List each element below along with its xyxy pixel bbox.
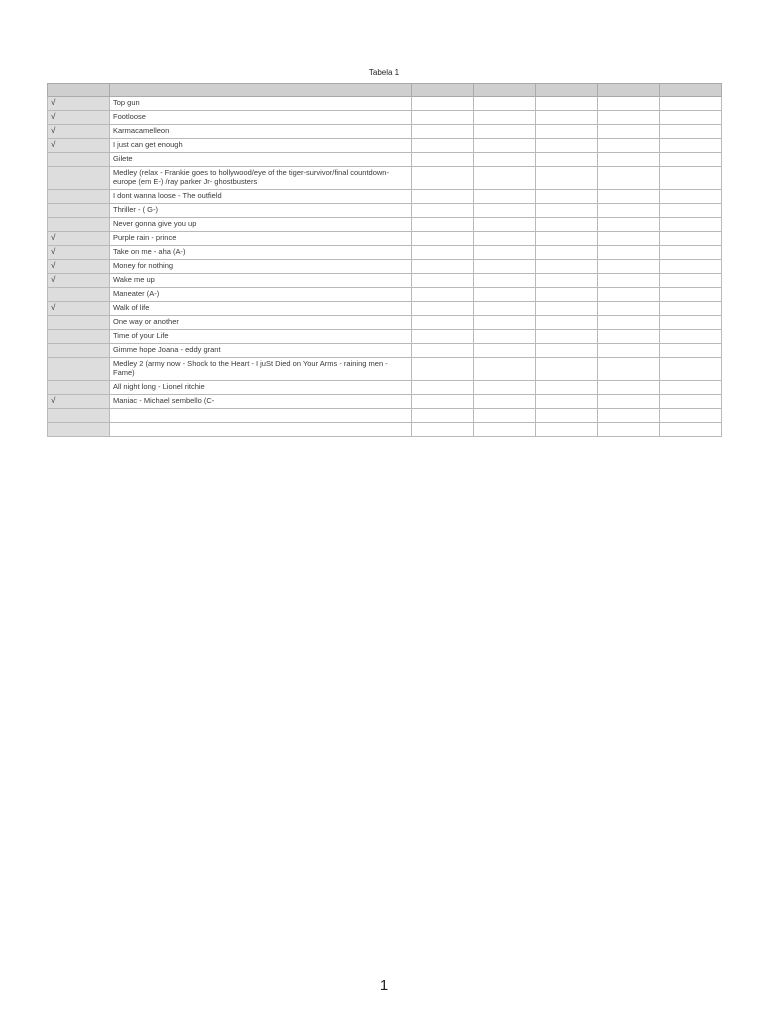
empty-cell[interactable]	[598, 344, 660, 358]
empty-cell[interactable]	[474, 409, 536, 423]
song-cell[interactable]: Medley 2 (army now - Shock to the Heart - I juSt Died on Your Arms - raining men - Fame)	[110, 358, 412, 381]
empty-cell[interactable]	[474, 302, 536, 316]
empty-cell[interactable]	[598, 358, 660, 381]
empty-cell[interactable]	[660, 97, 722, 111]
empty-cell[interactable]	[412, 274, 474, 288]
empty-cell[interactable]	[412, 302, 474, 316]
empty-cell[interactable]	[598, 204, 660, 218]
empty-cell[interactable]	[660, 246, 722, 260]
empty-cell[interactable]	[598, 190, 660, 204]
empty-cell[interactable]	[536, 111, 598, 125]
empty-cell[interactable]	[536, 97, 598, 111]
empty-cell[interactable]	[660, 204, 722, 218]
empty-cell[interactable]	[660, 358, 722, 381]
empty-cell[interactable]	[536, 381, 598, 395]
empty-cell[interactable]	[474, 167, 536, 190]
empty-cell[interactable]	[536, 218, 598, 232]
empty-cell[interactable]	[598, 97, 660, 111]
empty-cell[interactable]	[536, 288, 598, 302]
table-row	[48, 125, 722, 139]
checkmark-cell[interactable]	[48, 330, 110, 344]
empty-cell[interactable]	[474, 153, 536, 167]
empty-cell[interactable]	[660, 344, 722, 358]
empty-cell[interactable]	[412, 232, 474, 246]
empty-cell[interactable]	[474, 381, 536, 395]
song-cell[interactable]: Maneater (A-)	[110, 288, 412, 302]
song-cell[interactable]	[110, 423, 412, 437]
empty-cell[interactable]	[474, 246, 536, 260]
song-cell[interactable]: Take on me - aha (A-)	[110, 246, 412, 260]
empty-cell[interactable]	[660, 167, 722, 190]
empty-cell[interactable]	[598, 167, 660, 190]
empty-cell[interactable]	[598, 288, 660, 302]
song-cell[interactable]: Wake me up	[110, 274, 412, 288]
empty-cell[interactable]	[660, 190, 722, 204]
song-cell[interactable]: Walk of life	[110, 302, 412, 316]
table-row	[48, 423, 722, 437]
empty-cell[interactable]	[536, 167, 598, 190]
header-cell-extra-5[interactable]	[660, 84, 722, 97]
empty-cell[interactable]	[598, 232, 660, 246]
song-cell[interactable]: Footloose	[110, 111, 412, 125]
empty-cell[interactable]	[412, 139, 474, 153]
table-row	[48, 111, 722, 125]
empty-cell[interactable]	[474, 218, 536, 232]
empty-cell[interactable]	[536, 316, 598, 330]
empty-cell[interactable]	[412, 153, 474, 167]
empty-cell[interactable]	[412, 167, 474, 190]
empty-cell[interactable]	[660, 274, 722, 288]
checkmark-cell[interactable]: √	[48, 232, 110, 246]
empty-cell[interactable]	[412, 125, 474, 139]
empty-cell[interactable]	[412, 111, 474, 125]
empty-cell[interactable]	[598, 316, 660, 330]
empty-cell[interactable]	[536, 125, 598, 139]
song-cell[interactable]	[110, 409, 412, 423]
empty-cell[interactable]	[412, 423, 474, 437]
empty-cell[interactable]	[412, 288, 474, 302]
empty-cell[interactable]	[660, 153, 722, 167]
empty-cell[interactable]	[536, 190, 598, 204]
empty-cell[interactable]	[660, 409, 722, 423]
empty-cell[interactable]	[598, 153, 660, 167]
empty-cell[interactable]	[412, 97, 474, 111]
empty-cell[interactable]	[536, 139, 598, 153]
song-cell[interactable]: Money for nothing	[110, 260, 412, 274]
empty-cell[interactable]	[536, 274, 598, 288]
checkmark-cell[interactable]: √	[48, 111, 110, 125]
checkmark-cell[interactable]	[48, 316, 110, 330]
checkmark-cell[interactable]	[48, 409, 110, 423]
empty-cell[interactable]	[412, 409, 474, 423]
song-cell[interactable]: Gimme hope Joana - eddy grant	[110, 344, 412, 358]
song-cell[interactable]: Top gun	[110, 97, 412, 111]
header-cell-check[interactable]	[48, 84, 110, 97]
song-table	[47, 83, 722, 437]
song-cell[interactable]: Maniac - Michael sembello (C-	[110, 395, 412, 409]
empty-cell[interactable]	[660, 111, 722, 125]
empty-cell[interactable]	[412, 381, 474, 395]
empty-cell[interactable]	[474, 423, 536, 437]
checkmark-cell[interactable]: √	[48, 274, 110, 288]
song-cell[interactable]: Karmacamelleon	[110, 125, 412, 139]
empty-cell[interactable]	[474, 260, 536, 274]
empty-cell[interactable]	[536, 260, 598, 274]
empty-cell[interactable]	[412, 190, 474, 204]
empty-cell[interactable]	[536, 423, 598, 437]
table-row	[48, 330, 722, 344]
table-row	[48, 218, 722, 232]
table-row	[48, 204, 722, 218]
empty-cell[interactable]	[536, 409, 598, 423]
empty-cell[interactable]	[474, 330, 536, 344]
empty-cell[interactable]	[474, 204, 536, 218]
empty-cell[interactable]	[660, 260, 722, 274]
song-cell[interactable]: Time of your Life	[110, 330, 412, 344]
empty-cell[interactable]	[660, 125, 722, 139]
empty-cell[interactable]	[660, 218, 722, 232]
header-cell-extra-4[interactable]	[598, 84, 660, 97]
empty-cell[interactable]	[660, 139, 722, 153]
empty-cell[interactable]	[660, 288, 722, 302]
empty-cell[interactable]	[598, 260, 660, 274]
empty-cell[interactable]	[660, 395, 722, 409]
empty-cell[interactable]	[474, 232, 536, 246]
checkmark-cell[interactable]	[48, 358, 110, 381]
checkmark-cell[interactable]: √	[48, 395, 110, 409]
checkmark-cell[interactable]	[48, 344, 110, 358]
song-cell[interactable]: Medley (relax - Frankie goes to hollywood/eye of the tiger-survivor/final countdown-europe (em E-) /ray parker Jr- ghostbusters	[110, 167, 412, 190]
empty-cell[interactable]	[474, 125, 536, 139]
empty-cell[interactable]	[598, 330, 660, 344]
empty-cell[interactable]	[536, 232, 598, 246]
page-number: 1	[379, 977, 389, 994]
checkmark-cell[interactable]	[48, 288, 110, 302]
empty-cell[interactable]	[536, 330, 598, 344]
empty-cell[interactable]	[660, 316, 722, 330]
checkmark-cell[interactable]	[48, 153, 110, 167]
empty-cell[interactable]	[660, 381, 722, 395]
empty-cell[interactable]	[598, 302, 660, 316]
empty-cell[interactable]	[412, 344, 474, 358]
empty-cell[interactable]	[598, 409, 660, 423]
table-row	[48, 246, 722, 260]
song-cell[interactable]: Purple rain - prince	[110, 232, 412, 246]
empty-cell[interactable]	[536, 153, 598, 167]
empty-cell[interactable]	[474, 190, 536, 204]
song-cell[interactable]: All night long - Lionel ritchie	[110, 381, 412, 395]
table-row	[48, 344, 722, 358]
header-cell-extra-1[interactable]	[412, 84, 474, 97]
empty-cell[interactable]	[412, 395, 474, 409]
empty-cell[interactable]	[412, 218, 474, 232]
empty-cell[interactable]	[412, 246, 474, 260]
checkmark-cell[interactable]: √	[48, 125, 110, 139]
empty-cell[interactable]	[474, 358, 536, 381]
table-header-row	[48, 84, 722, 97]
empty-cell[interactable]	[598, 139, 660, 153]
empty-cell[interactable]	[598, 274, 660, 288]
table-row	[48, 260, 722, 274]
empty-cell[interactable]	[598, 218, 660, 232]
table-row	[48, 153, 722, 167]
empty-cell[interactable]	[474, 97, 536, 111]
header-cell-extra-3[interactable]	[536, 84, 598, 97]
checkmark-cell[interactable]	[48, 167, 110, 190]
table-row	[48, 190, 722, 204]
table-row	[48, 409, 722, 423]
empty-cell[interactable]	[474, 288, 536, 302]
empty-cell[interactable]	[598, 395, 660, 409]
empty-cell[interactable]	[598, 423, 660, 437]
checkmark-cell[interactable]: √	[48, 139, 110, 153]
empty-cell[interactable]	[474, 111, 536, 125]
empty-cell[interactable]	[598, 246, 660, 260]
checkmark-cell[interactable]	[48, 190, 110, 204]
empty-cell[interactable]	[474, 139, 536, 153]
table-row	[48, 395, 722, 409]
empty-cell[interactable]	[474, 395, 536, 409]
empty-cell[interactable]	[660, 302, 722, 316]
empty-cell[interactable]	[412, 358, 474, 381]
empty-cell[interactable]	[474, 274, 536, 288]
checkmark-cell[interactable]: √	[48, 246, 110, 260]
checkmark-cell[interactable]	[48, 381, 110, 395]
empty-cell[interactable]	[412, 204, 474, 218]
table-row	[48, 358, 722, 381]
empty-cell[interactable]	[474, 316, 536, 330]
song-cell[interactable]: One way or another	[110, 316, 412, 330]
checkmark-cell[interactable]	[48, 204, 110, 218]
table-row	[48, 274, 722, 288]
empty-cell[interactable]	[412, 316, 474, 330]
header-cell-song[interactable]	[110, 84, 412, 97]
checkmark-cell[interactable]: √	[48, 302, 110, 316]
empty-cell[interactable]	[412, 260, 474, 274]
empty-cell[interactable]	[536, 358, 598, 381]
empty-cell[interactable]	[598, 125, 660, 139]
table-row	[48, 381, 722, 395]
empty-cell[interactable]	[598, 111, 660, 125]
table-row	[48, 139, 722, 153]
song-cell[interactable]: Thriller - ( G-)	[110, 204, 412, 218]
checkmark-cell[interactable]	[48, 423, 110, 437]
table-row	[48, 232, 722, 246]
song-cell[interactable]: I just can get enough	[110, 139, 412, 153]
empty-cell[interactable]	[536, 344, 598, 358]
empty-cell[interactable]	[660, 330, 722, 344]
table-row	[48, 288, 722, 302]
song-cell[interactable]: Gilete	[110, 153, 412, 167]
table-title: Tabela 1	[368, 68, 400, 77]
song-cell[interactable]: Never gonna give you up	[110, 218, 412, 232]
empty-cell[interactable]	[536, 395, 598, 409]
empty-cell[interactable]	[660, 423, 722, 437]
table-row	[48, 167, 722, 190]
empty-cell[interactable]	[474, 344, 536, 358]
checkmark-cell[interactable]: √	[48, 260, 110, 274]
song-cell[interactable]: I dont wanna loose - The outfield	[110, 190, 412, 204]
table-row	[48, 97, 722, 111]
header-cell-extra-2[interactable]	[474, 84, 536, 97]
empty-cell[interactable]	[598, 381, 660, 395]
empty-cell[interactable]	[536, 246, 598, 260]
empty-cell[interactable]	[660, 232, 722, 246]
table-row	[48, 316, 722, 330]
empty-cell[interactable]	[536, 302, 598, 316]
checkmark-cell[interactable]: √	[48, 97, 110, 111]
empty-cell[interactable]	[536, 204, 598, 218]
checkmark-cell[interactable]	[48, 218, 110, 232]
empty-cell[interactable]	[412, 330, 474, 344]
table-row	[48, 302, 722, 316]
